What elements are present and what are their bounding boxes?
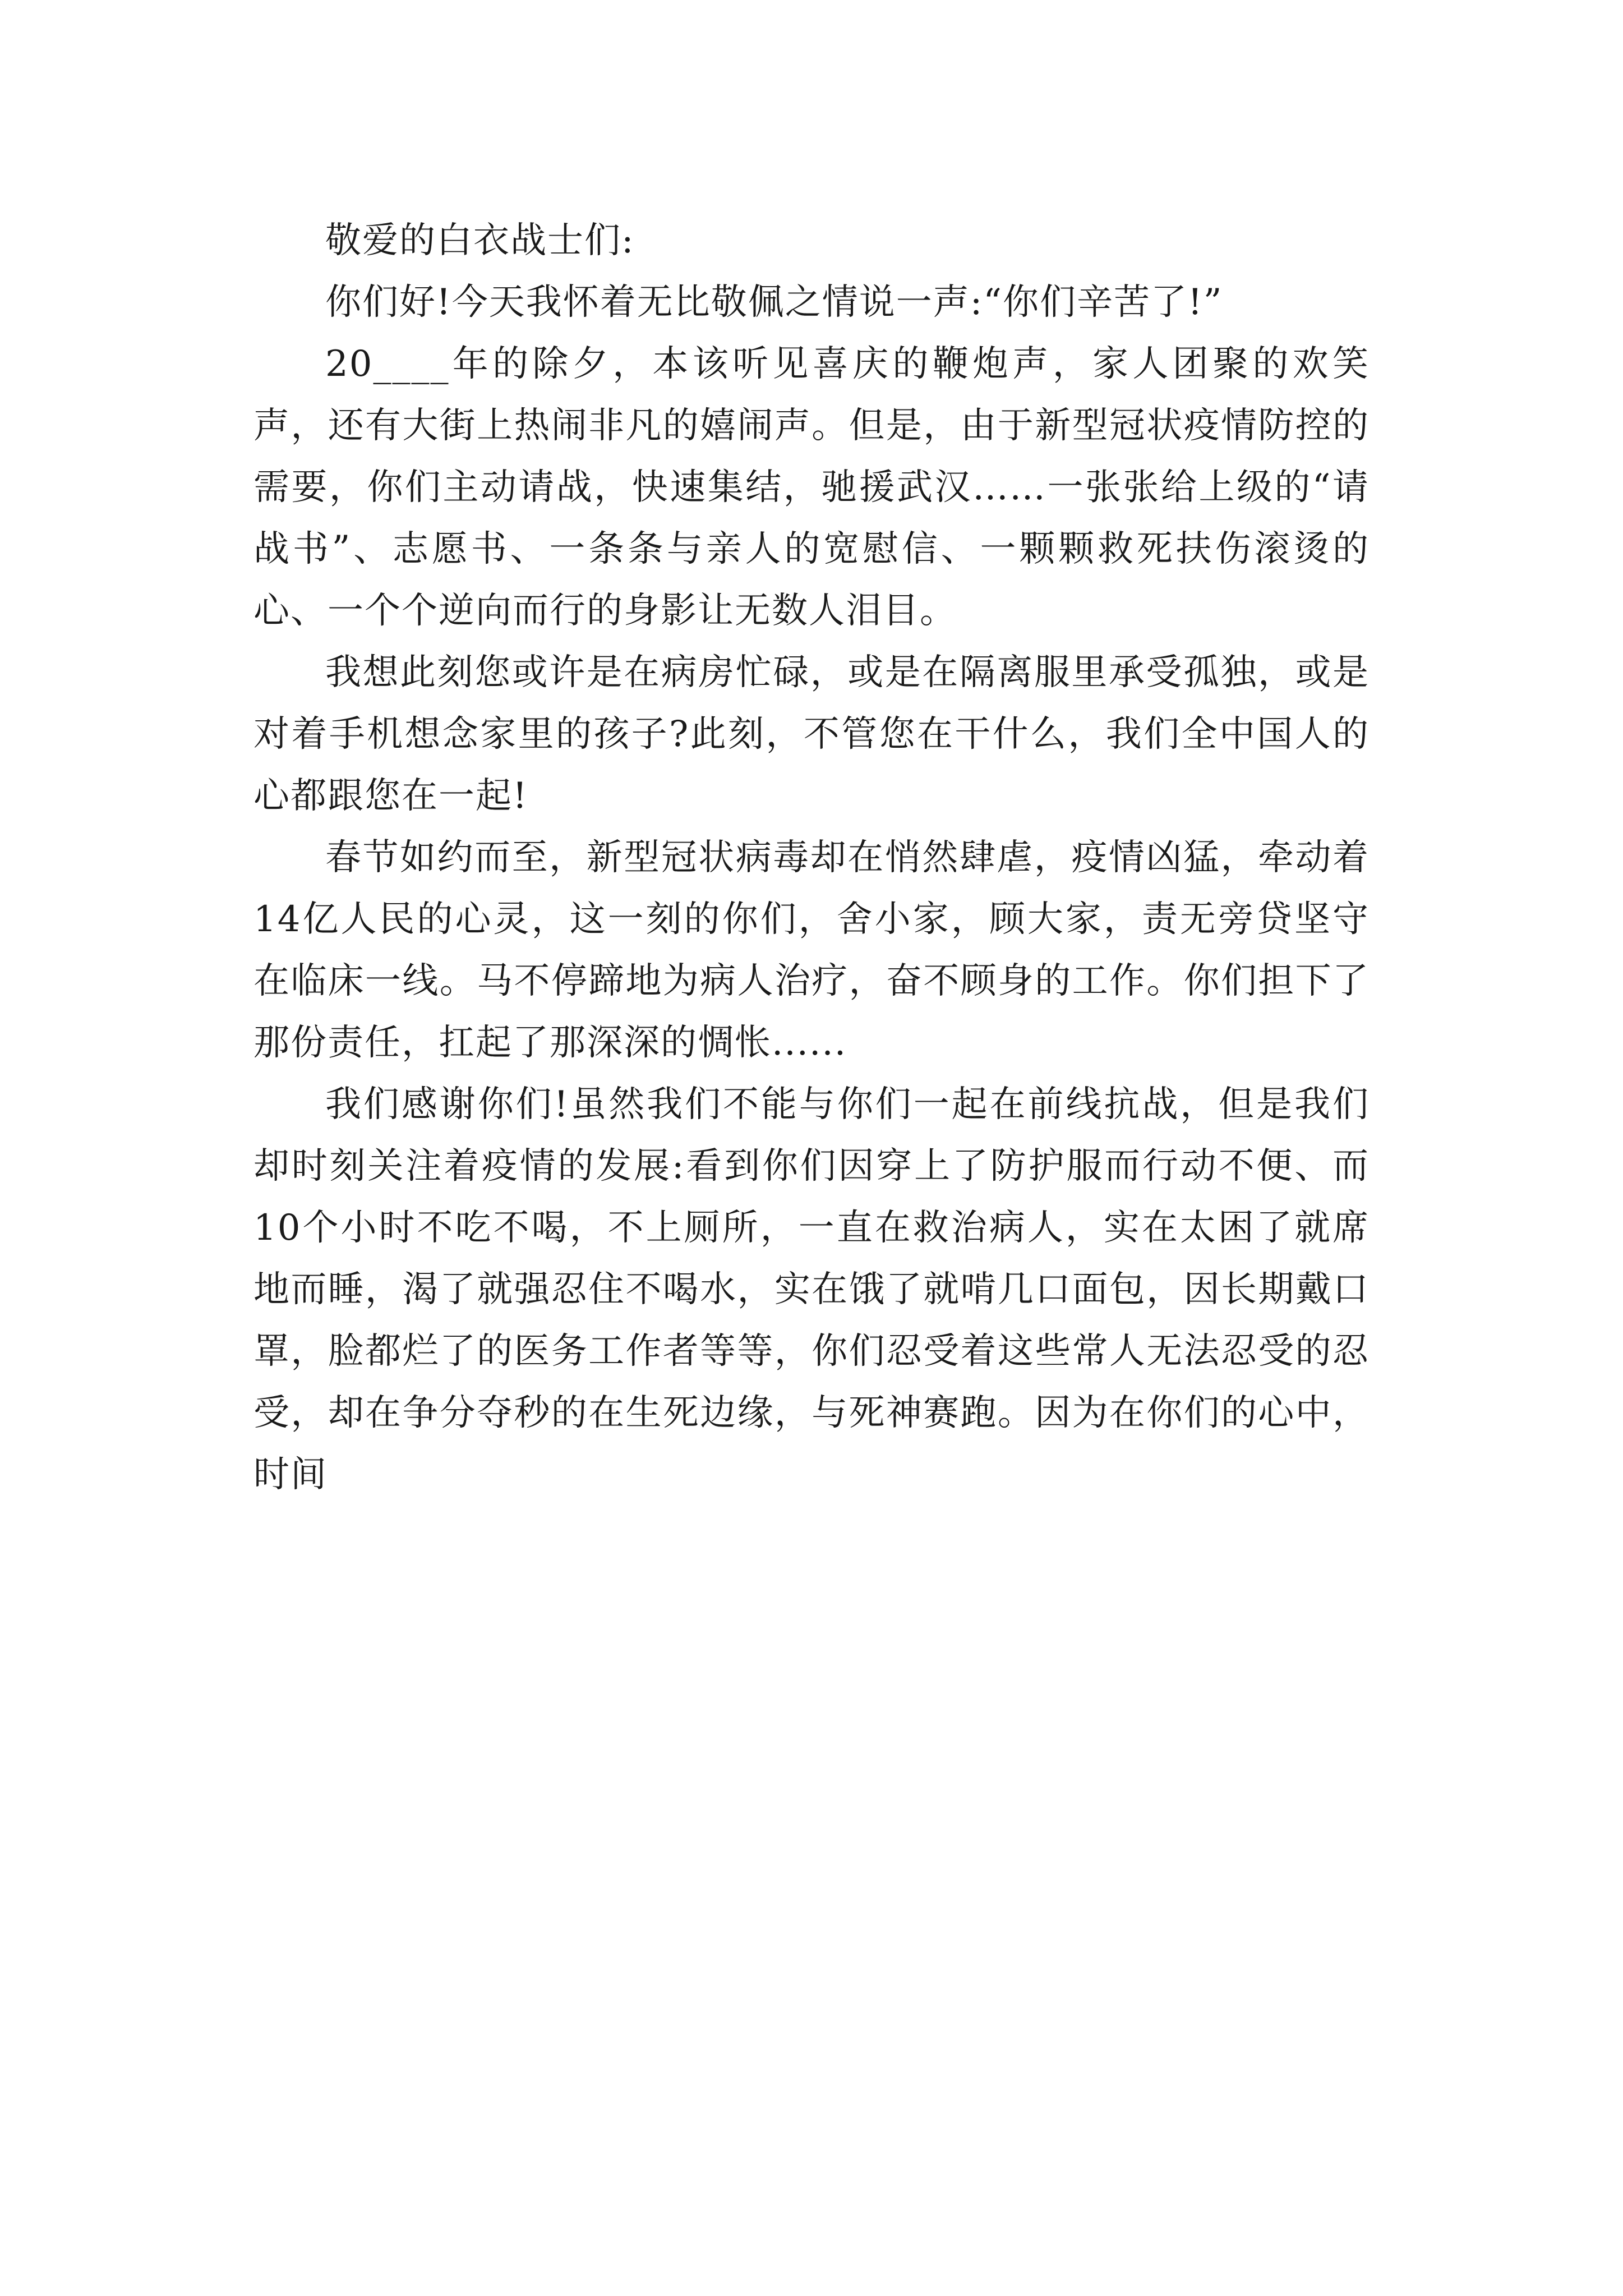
- paragraph-new-year-eve: 20____年的除夕，本该听见喜庆的鞭炮声，家人团聚的欢笑声，还有大街上热闹非凡的嬉闹声。但是，由于新型冠状疫情防控的需要，你们主动请战，快速集结，驰援武汉……一张张给上级的“请战书”、志愿书、一条条与亲人的宽慰信、一颗颗救死扶伤滚烫的心、一个个逆向而行的身影让无数人泪目。: [253, 343, 1370, 632]
- paragraph-greeting: 你们好!今天我怀着无比敬佩之情说一声:“你们辛苦了!”: [325, 282, 1223, 323]
- paragraph-spring-festival: 春节如约而至，新型冠状病毒却在悄然肆虐，疫情凶猛，牵动着14亿人民的心灵，这一刻的你们，舍小家，顾大家，责无旁贷坚守在临床一线。马不停蹄地为病人治疗，奋不顾身的工作。你们担下了那份责任，扛起了那深深的惆怅......: [253, 837, 1370, 1064]
- paragraph-thanks: 我们感谢你们!虽然我们不能与你们一起在前线抗战，但是我们却时刻关注着疫情的发展:看到你们因穿上了防护服而行动不便、而10个小时不吃不喝，不上厕所，一直在救治病人，实在太困了就席地而睡，渴了就强忍住不喝水，实在饿了就啃几口面包，因长期戴口罩，脸都烂了的医务工作者等等，你们忍受着这些常人无法忍受的忍受，却在争分夺秒的在生死边缘，与死神赛跑。因为在你们的心中，时间: [253, 1084, 1370, 1496]
- letter-body: [253, 210, 1370, 1506]
- paragraph-thinking-of-you: 我想此刻您或许是在病房忙碌，或是在隔离服里承受孤独，或是对着手机想念家里的孩子?此刻，不管您在干什么，我们全中国人的心都跟您在一起!: [253, 652, 1370, 817]
- letter-salutation: 敬爱的白衣战士们:: [325, 220, 635, 261]
